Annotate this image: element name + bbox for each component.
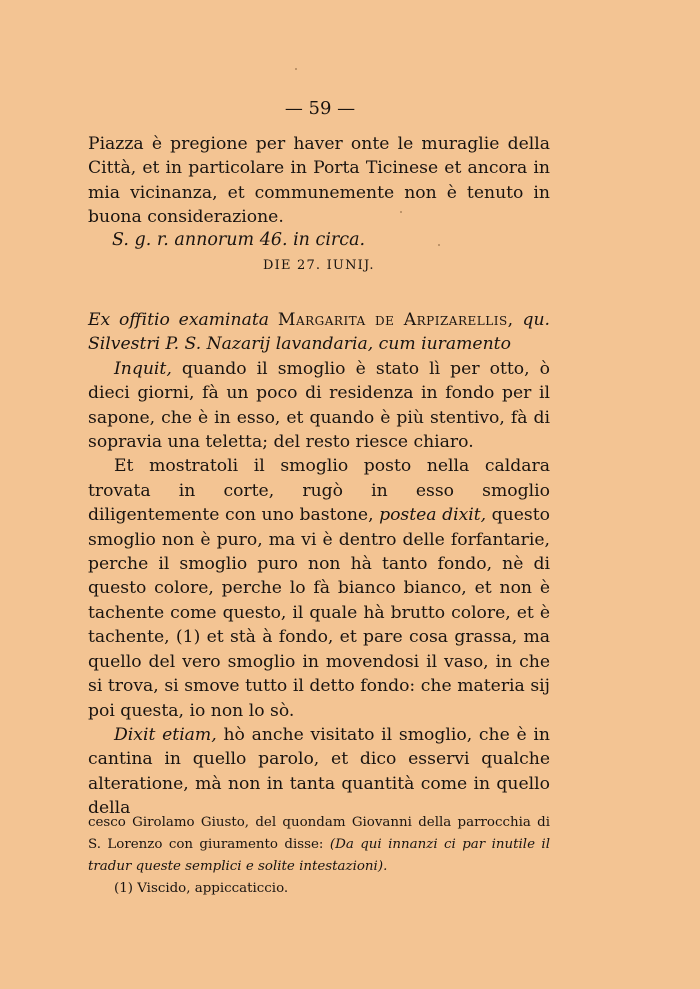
footnote-text-1: cesco Girolamo Giusto, del quondam Giovanni della parrocchia di S. Lorenzo con giuramento disse: (88, 815, 550, 852)
numbered-footnote (88, 878, 550, 900)
examination-block (88, 308, 550, 821)
exam-text-2-part2: questo smoglio non è puro, ma vi è dentro delle forfantarie, perche il smoglio puro non hà tanto fondo, nè di questo colore, perche lo fà bianco bianco, et non è tachente come questo, il quale hà brutto colore, et è tachente, (1) et stà à fondo, et pare cosa grassa, ma quello del vero smoglio in movendosi il vaso, in che si trova, si smove tutto il detto fondo: che materia sij poi questa, io non lo sò. (88, 505, 550, 721)
postea-dixit: postea dixit, (379, 505, 487, 526)
date-heading: DIE 27. IUNIJ. (263, 258, 375, 273)
examination-paragraph-1 (88, 357, 550, 455)
exam-text-2-part1: Et mostratoli il smoglio posto nella caldara trovata in corte, rugò in esso smoglio diligentemente con uno bastone, (88, 456, 550, 526)
examination-heading (88, 308, 550, 357)
exam-text-3: hò anche visitato il smoglio, che è in cantina in quello parolo, et dico esservi qualche alteratione, mà non in tanta quantità come in quello della (88, 724, 550, 819)
paper-speck (295, 68, 297, 70)
exam-text-1: quando il smoglio è stato lì per otto, ò dieci giorni, fà un poco di residenza in fondo per il sapone, che è in esso, et quando è più stentivo, fà di sopravia una teletta; del resto riesce chiaro. (88, 358, 550, 453)
intro-paragraph (88, 132, 550, 230)
footnote-1: (1) Viscido, appiccaticcio. (114, 881, 289, 896)
footnote-area (88, 812, 550, 900)
examinee-name: Margarita de Arpizarellis, (277, 310, 514, 330)
paper-speck (438, 244, 440, 246)
exam-intro-part1: Ex offitio examinata (88, 310, 270, 330)
translation-footnote (88, 812, 550, 878)
exam-intro-part2: qu. Silvestri P. S. Nazarij lavandaria, cum iuramento (88, 310, 551, 355)
dixit-etiam: Dixit etiam, (114, 724, 217, 745)
inquit-word: Inquit, (114, 358, 172, 379)
page-number: — 59 — (284, 98, 356, 119)
examination-paragraph-3 (88, 723, 550, 821)
age-line: S. g. r. annorum 46. in circa. (112, 230, 366, 250)
footnote-text-italic: (Da qui innanzi ci par inutile il tradur queste semplici e solite intestazioni). (88, 837, 550, 874)
intro-text: Piazza è pregione per haver onte le muraglie della Città, et in particolare in Porta Ticinese et ancora in mia vicinanza, et communemente non è tenuto in buona considerazione. (88, 134, 550, 228)
examination-paragraph-2 (88, 454, 550, 722)
